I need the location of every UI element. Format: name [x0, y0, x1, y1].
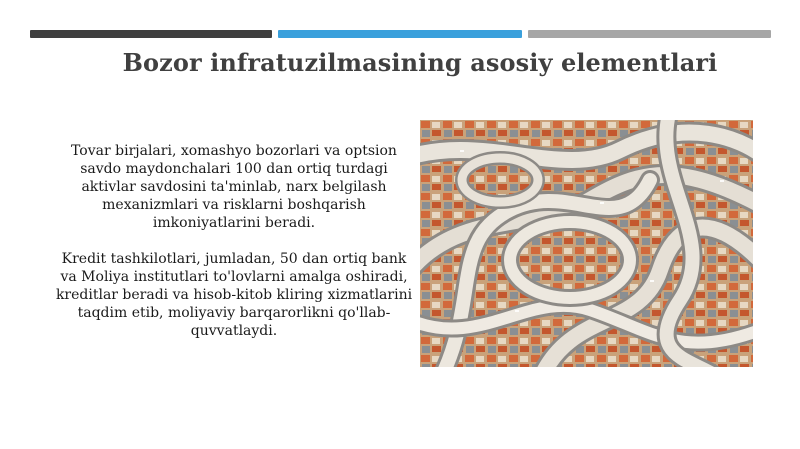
slide-title: Bozor infratuzilmasining asosiy elementlari: [122, 48, 718, 77]
paragraph-commodity-exchanges: Tovar birjalari, xomashyo bozorlari va optsion savdo maydonchalari 100 dan ortiq turdagi aktivlar savdosini ta'minlab, narx belgilash mexanizmlari va risklarni boshqarish imkoniyatlarini beradi.: [71, 143, 397, 231]
interchange-illustration: [420, 120, 753, 367]
body-text: [52, 142, 416, 340]
paragraph-credit-institutions: Kredit tashkilotlari, jumladan, 50 dan ortiq bank va Moliya institutlari to'lovlarni amalga oshiradi, kreditlar beradi va hisob-kitob kliring xizmatlarini taqdim etib, moliyaviy barqarorlikni qo'llab-quvvatlaydi.: [55, 251, 413, 339]
accent-bar-blue: [278, 30, 522, 38]
accent-bar-dark: [30, 30, 272, 38]
highway-interchange-image: [420, 120, 753, 367]
top-accent-bars: [30, 30, 771, 38]
accent-bar-gray: [528, 30, 771, 38]
